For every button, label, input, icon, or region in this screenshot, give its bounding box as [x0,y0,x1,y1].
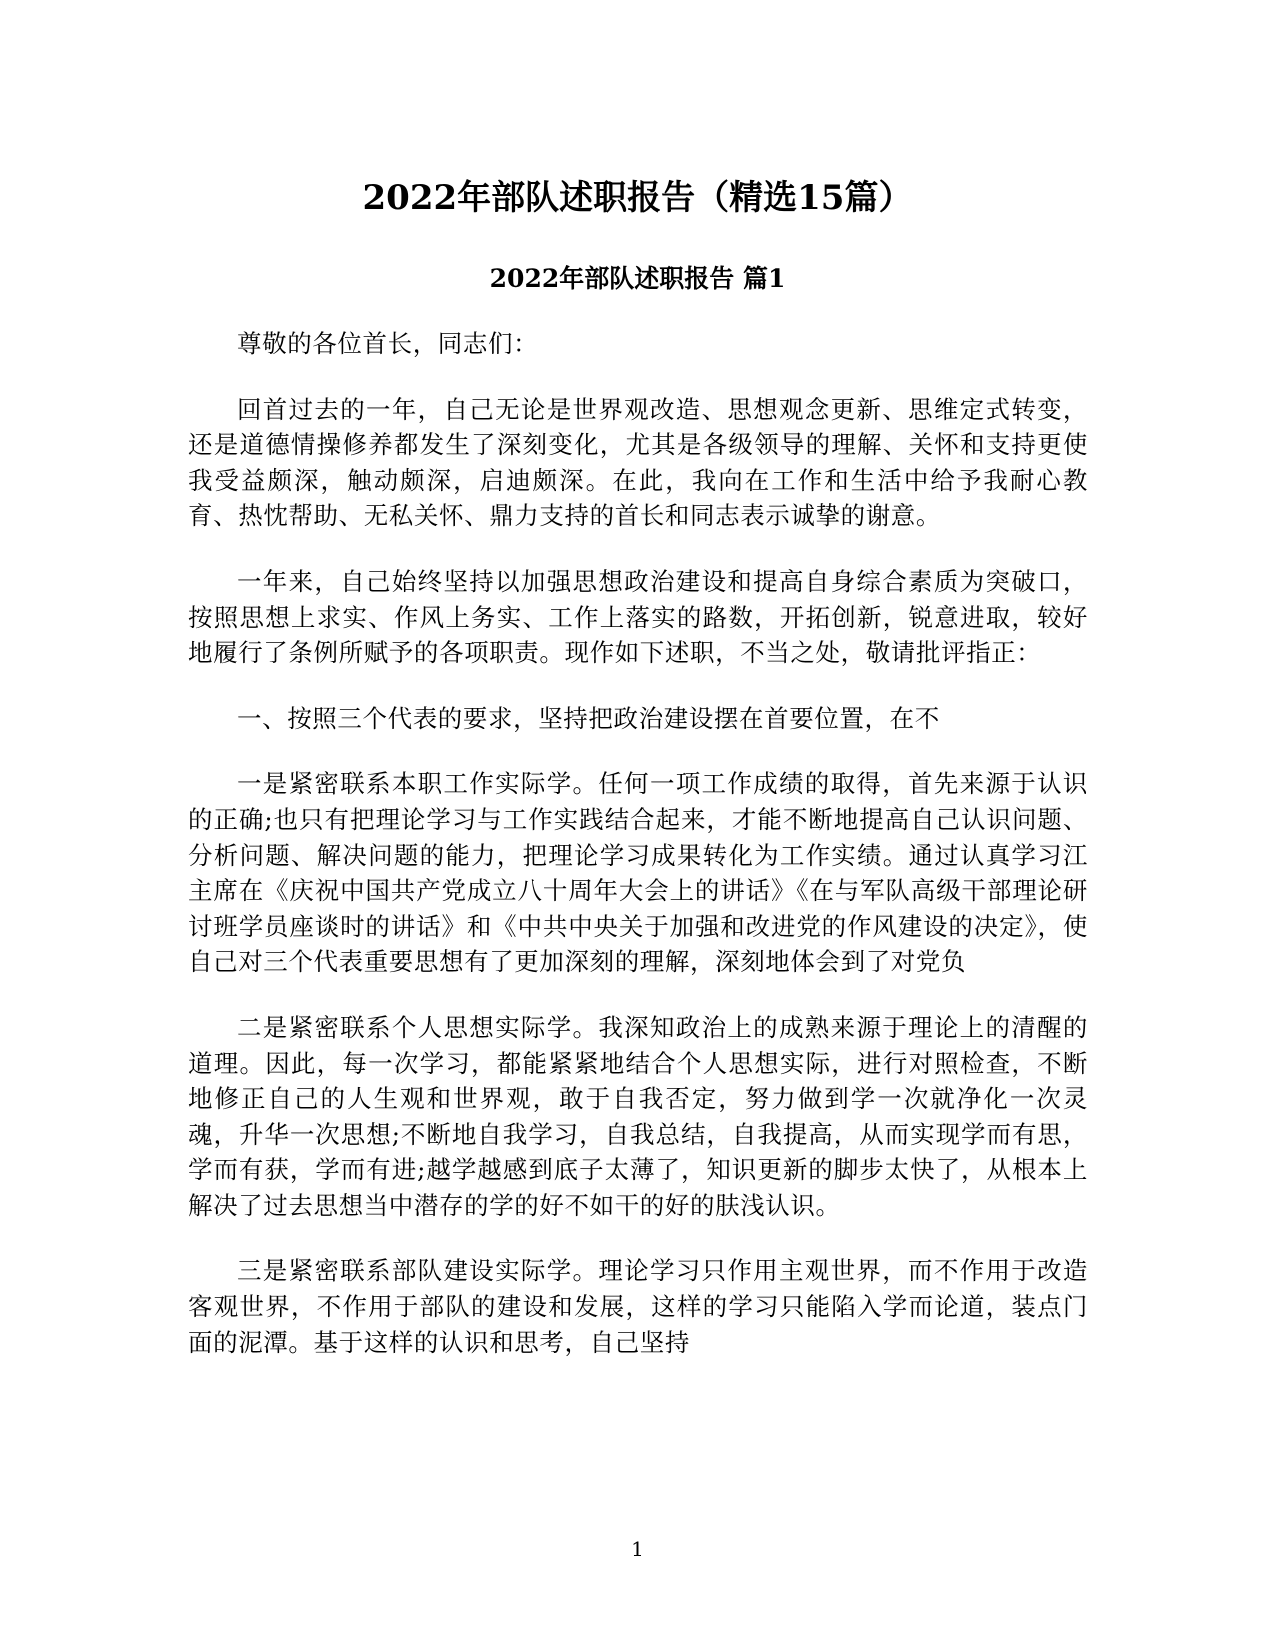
salutation-paragraph: 尊敬的各位首长，同志们： [237,329,539,358]
section-title: 2022年部队述职报告 篇1 [489,264,786,293]
document-title: 2022年部队述职报告（精选15篇） [362,178,913,218]
page-number: 1 [631,1537,644,1561]
document-body [188,326,1088,1390]
body-paragraph: 二是紧密联系个人思想实际学。我深知政治上的成熟来源于理论上的清醒的道理。因此，每一次学习，都能紧紧地结合个人思想实际，进行对照检查，不断地修正自己的人生观和世界观，敢于自我否定，努力做到学一次就净化一次灵魂，升华一次思想;不断地自我学习，自我总结，自我提高，从而实现学而有思，学而有获，学而有进;越学越感到底子太薄了，知识更新的脚步太快了，从根本上解决了过去思想当中潜存的学的好不如干的好的肤浅认识。 [188,1012,1088,1220]
body-paragraph: 一、按照三个代表的要求，坚持把政治建设摆在首要位置，在不 [237,703,940,733]
body-paragraph: 三是紧密联系部队建设实际学。理论学习只作用主观世界，而不作用于改造客观世界，不作用于部队的建设和发展，这样的学习只能陷入学而论道，装点门面的泥潭。基于这样的认识和思考，自己坚持 [188,1256,1088,1357]
body-paragraph: 回首过去的一年，自己无论是世界观改造、思想观念更新、思维定式转变，还是道德情操修养都发生了深刻变化，尤其是各级领导的理解、关怀和支持更使我受益颇深，触动颇深，启迪颇深。在此，我向在工作和生活中给予我耐心教育、热忱帮助、无私关怀、鼎力支持的首长和同志表示诚挚的谢意。 [188,394,1088,531]
body-paragraph: 一是紧密联系本职工作实际学。任何一项工作成绩的取得，首先来源于认识的正确;也只有把理论学习与工作实践结合起来，才能不断地提高自己认识问题、分析问题、解决问题的能力，把理论学习成果转化为工作实绩。通过认真学习江主席在《庆祝中国共产党成立八十周年大会上的讲话》《在与军队高级干部理论研讨班学员座谈时的讲话》和《中共中央关于加强和改进党的作风建设的决定》，使自己对三个代表重要思想有了更加深刻的理解，深刻地体会到了对党负 [188,769,1088,977]
body-paragraph: 一年来，自己始终坚持以加强思想政治建设和提高自身综合素质为突破口，按照思想上求实、作风上务实、工作上落实的路数，开拓创新，锐意进取，较好地履行了条例所赋予的各项职责。现作如下述职，不当之处，敬请批评指正： [188,566,1088,668]
